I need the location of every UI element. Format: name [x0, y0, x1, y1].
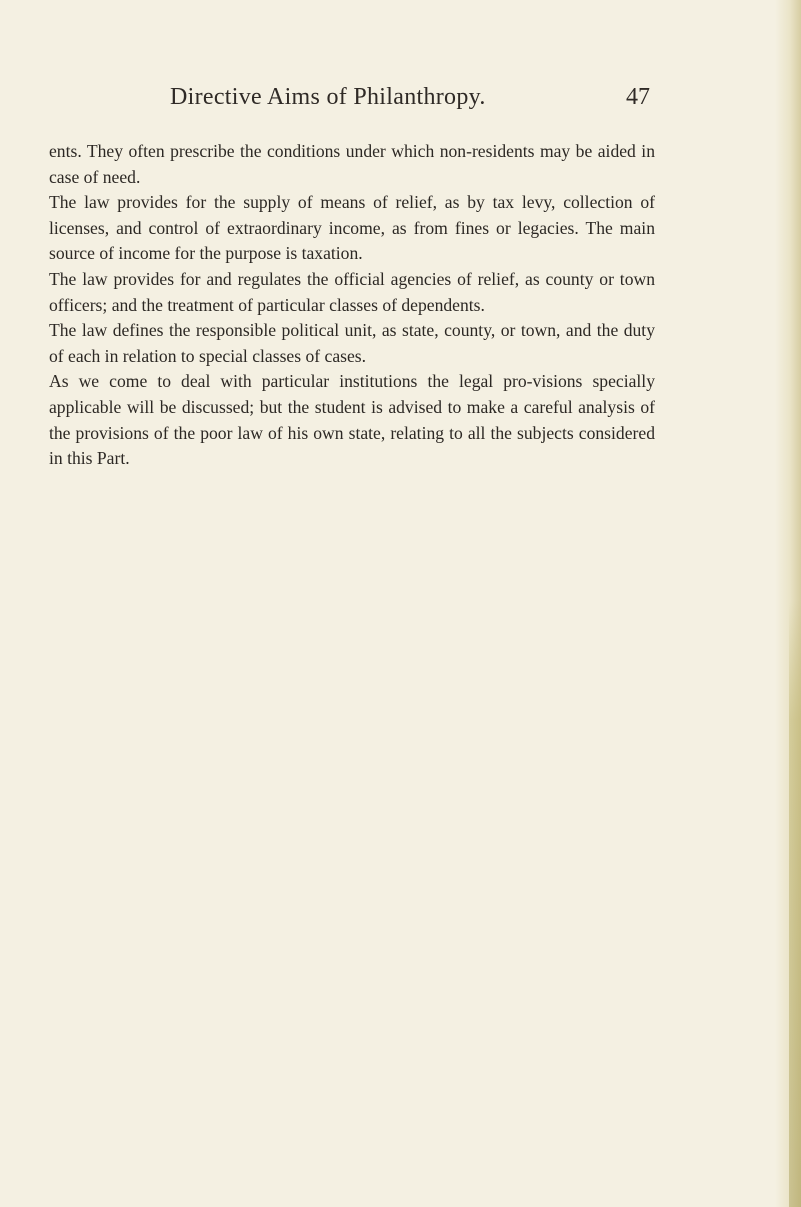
- paragraph: As we come to deal with particular institutions the legal pro-visions specially applicable will be discussed; but the student is advised to make a careful analysis of the provisions of the poor law of his own state, relating to all the subjects considered in this Part.: [49, 371, 655, 469]
- paragraph: The law provides for and regulates the official agencies of relief, as county or town officers; and the treatment of particular classes of dependents.: [49, 268, 655, 315]
- paragraph: The law defines the responsible political unit, as state, county, or town, and the duty of each in relation to special classes of cases.: [49, 320, 655, 366]
- paragraph: ents. They often prescribe the conditions under which non-residents may be aided in case of need.: [49, 141, 655, 187]
- page-number: 47: [626, 84, 650, 110]
- body-text: [49, 139, 655, 472]
- running-header-title: Directive Aims of Philanthropy.: [170, 84, 486, 110]
- running-header: [170, 84, 650, 120]
- paragraph: The law provides for the supply of means of relief, as by tax levy, collection of licenses, and control of extraordinary income, as from fines or legacies. The main source of income for the purpose is taxation.: [49, 192, 655, 264]
- page-edge-stain: [789, 600, 801, 1207]
